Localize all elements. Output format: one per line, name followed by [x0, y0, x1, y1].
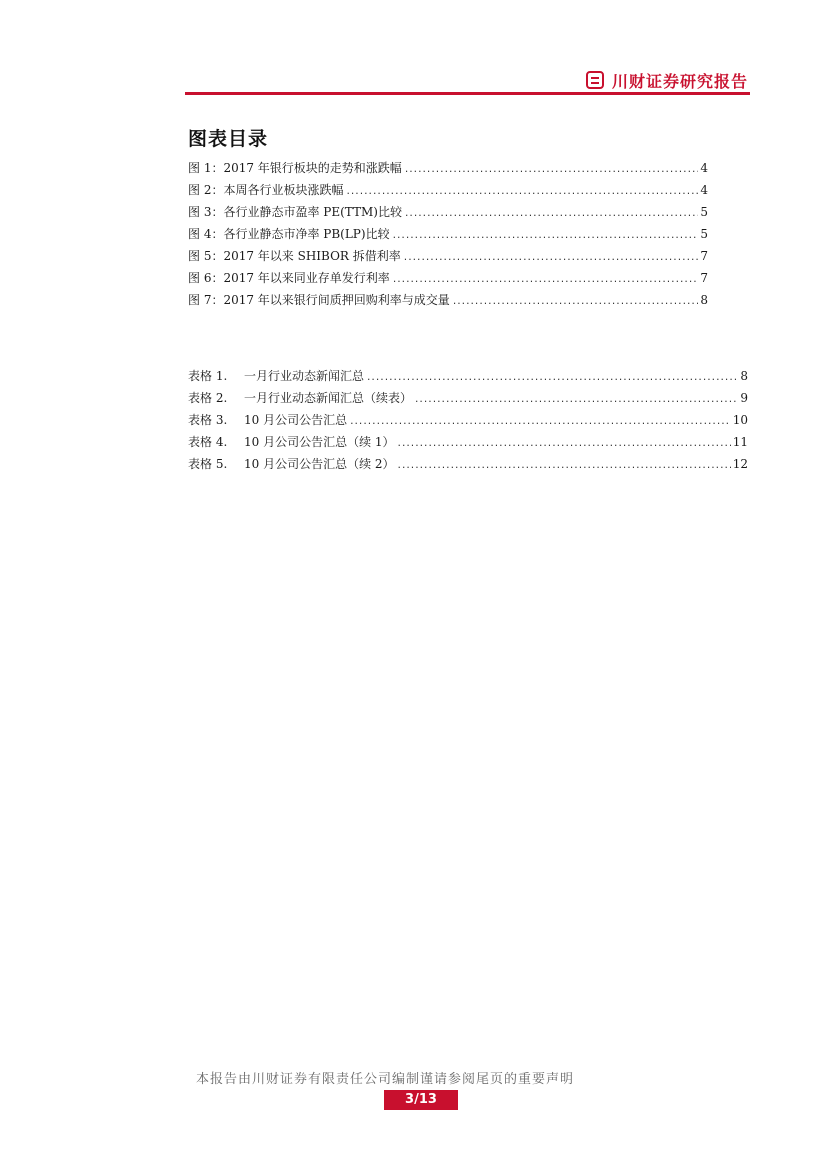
toc-entry[interactable] [188, 181, 708, 203]
entry-page: 4 [700, 161, 708, 175]
toc-entry[interactable] [188, 389, 748, 411]
entry-number: 表格 2. [188, 391, 228, 405]
entry-page: 5 [700, 205, 708, 219]
entry-page: 4 [700, 183, 708, 197]
toc-entry[interactable] [188, 411, 748, 433]
entry-number: 表格 3. [188, 413, 228, 427]
entry-title: 各行业静态市净率 PB(LP)比较 [223, 227, 390, 241]
entry-title: 2017 年以来同业存单发行利率 [223, 271, 390, 285]
leader-dots [397, 439, 731, 449]
entry-page: 7 [700, 271, 708, 285]
entry-title: 各行业静态市盈率 PE(TTM)比较 [223, 205, 402, 219]
leader-dots [403, 253, 699, 263]
entry-number: 图 7： [188, 293, 224, 307]
toc-entry[interactable] [188, 247, 708, 269]
entry-number: 图 3： [188, 205, 224, 219]
brand-name: 川财证券研究报告 [612, 71, 749, 91]
toc-entry[interactable] [188, 203, 708, 225]
chuancai-logo-icon [586, 71, 604, 89]
entry-title: 10 月公司公告汇总 [244, 413, 348, 427]
leader-dots [345, 187, 698, 197]
table-list [188, 367, 748, 477]
leader-dots [392, 275, 699, 285]
entry-page: 8 [700, 293, 708, 307]
leader-dots [397, 461, 731, 471]
entry-number: 表格 5. [188, 457, 228, 471]
entry-title: 2017 年以来 SHIBOR 拆借利率 [223, 249, 401, 263]
entry-title: 一月行业动态新闻汇总（续表） [244, 391, 413, 405]
toc-entry[interactable] [188, 291, 708, 313]
entry-number: 图 2： [188, 183, 224, 197]
entry-page: 5 [700, 227, 708, 241]
header-brand [586, 68, 748, 92]
entry-number: 图 1： [188, 161, 224, 175]
entry-title: 10 月公司公告汇总（续 1） [244, 435, 395, 449]
entry-title: 10 月公司公告汇总（续 2） [244, 457, 395, 471]
leader-dots [366, 373, 738, 383]
toc-entry[interactable] [188, 159, 708, 181]
entry-title: 2017 年以来银行间质押回购利率与成交量 [223, 293, 450, 307]
entry-number: 表格 1. [188, 369, 228, 383]
toc-entry[interactable] [188, 455, 748, 477]
leader-dots [349, 417, 731, 427]
entry-title: 2017 年银行板块的走势和涨跌幅 [223, 161, 402, 175]
figure-list [188, 159, 708, 313]
leader-dots [404, 165, 699, 175]
toc-entry[interactable] [188, 225, 708, 247]
entry-number: 表格 4. [188, 435, 228, 449]
entry-page: 10 [732, 413, 748, 427]
entry-page: 11 [732, 435, 748, 449]
entry-title: 一月行业动态新闻汇总 [244, 369, 365, 383]
entry-number: 图 6： [188, 271, 224, 285]
entry-page: 9 [740, 391, 748, 405]
entry-page: 8 [740, 369, 748, 383]
entry-page: 12 [732, 457, 748, 471]
footer-disclaimer: 本报告由川财证券有限责任公司编制谨请参阅尾页的重要声明 [195, 1072, 574, 1087]
leader-dots [452, 297, 699, 307]
toc-title: 图表目录 [188, 128, 269, 150]
entry-number: 图 5： [188, 249, 224, 263]
page-number-badge: 3/13 [384, 1090, 458, 1110]
entry-page: 7 [700, 249, 708, 263]
toc-entry[interactable] [188, 367, 748, 389]
toc-entry[interactable] [188, 433, 748, 455]
header-divider [185, 92, 750, 95]
leader-dots [404, 209, 698, 219]
leader-dots [392, 231, 699, 241]
entry-number: 图 4： [188, 227, 224, 241]
toc-entry[interactable] [188, 269, 708, 291]
leader-dots [414, 395, 738, 405]
entry-title: 本周各行业板块涨跌幅 [223, 183, 344, 197]
